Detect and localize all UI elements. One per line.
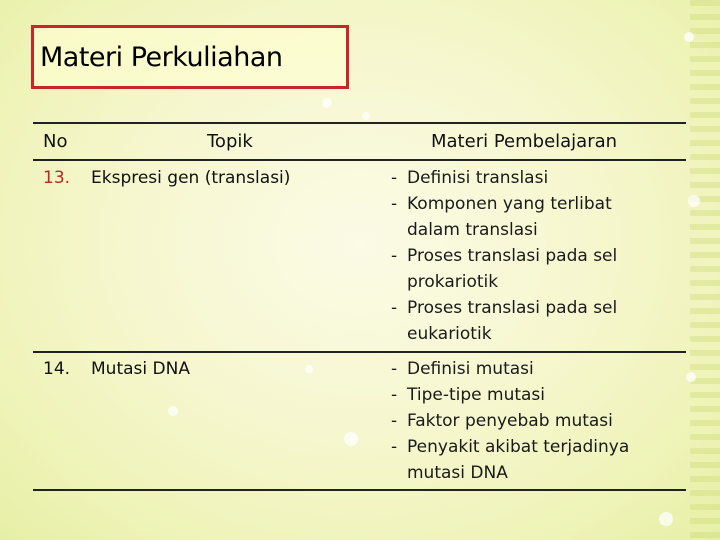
header-rule bbox=[33, 159, 686, 161]
decorative-dot bbox=[659, 512, 673, 526]
decorative-dot bbox=[344, 432, 358, 446]
row-materials bbox=[391, 356, 629, 486]
header-no: No bbox=[43, 131, 68, 152]
row-number: 14. bbox=[43, 359, 71, 379]
row-divider bbox=[33, 351, 686, 353]
table-bottom-rule bbox=[33, 489, 686, 491]
decorative-dot bbox=[686, 372, 696, 382]
list-item: - Definisi translasi bbox=[391, 168, 549, 188]
list-item: - Definisi mutasi bbox=[391, 359, 534, 379]
decorative-border bbox=[690, 0, 720, 540]
row-number: 13. bbox=[43, 168, 71, 188]
list-item: - Komponen yang terlibat dalam translasi bbox=[391, 194, 612, 240]
table-top-rule bbox=[33, 122, 686, 124]
decorative-dot bbox=[684, 32, 694, 42]
title-box bbox=[31, 25, 349, 89]
decorative-dot bbox=[168, 406, 178, 416]
list-item: - Penyakit akibat terjadinya mutasi DNA bbox=[391, 437, 630, 483]
row-materials bbox=[391, 165, 617, 347]
decorative-dot bbox=[322, 98, 332, 108]
header-materi: Materi Pembelajaran bbox=[431, 131, 618, 152]
list-item: - Proses translasi pada sel prokariotik bbox=[391, 246, 618, 292]
decorative-dot bbox=[362, 112, 370, 120]
row-topic: Ekspresi gen (translasi) bbox=[91, 168, 291, 188]
list-item: - Faktor penyebab mutasi bbox=[391, 411, 613, 431]
decorative-dot bbox=[688, 195, 700, 207]
header-topik: Topik bbox=[207, 131, 253, 152]
row-topic: Mutasi DNA bbox=[91, 359, 190, 379]
page-title: Materi Perkuliahan bbox=[40, 41, 283, 73]
list-item: - Proses translasi pada sel eukariotik bbox=[391, 298, 618, 344]
list-item: - Tipe-tipe mutasi bbox=[391, 385, 546, 405]
decorative-dot bbox=[305, 365, 313, 373]
